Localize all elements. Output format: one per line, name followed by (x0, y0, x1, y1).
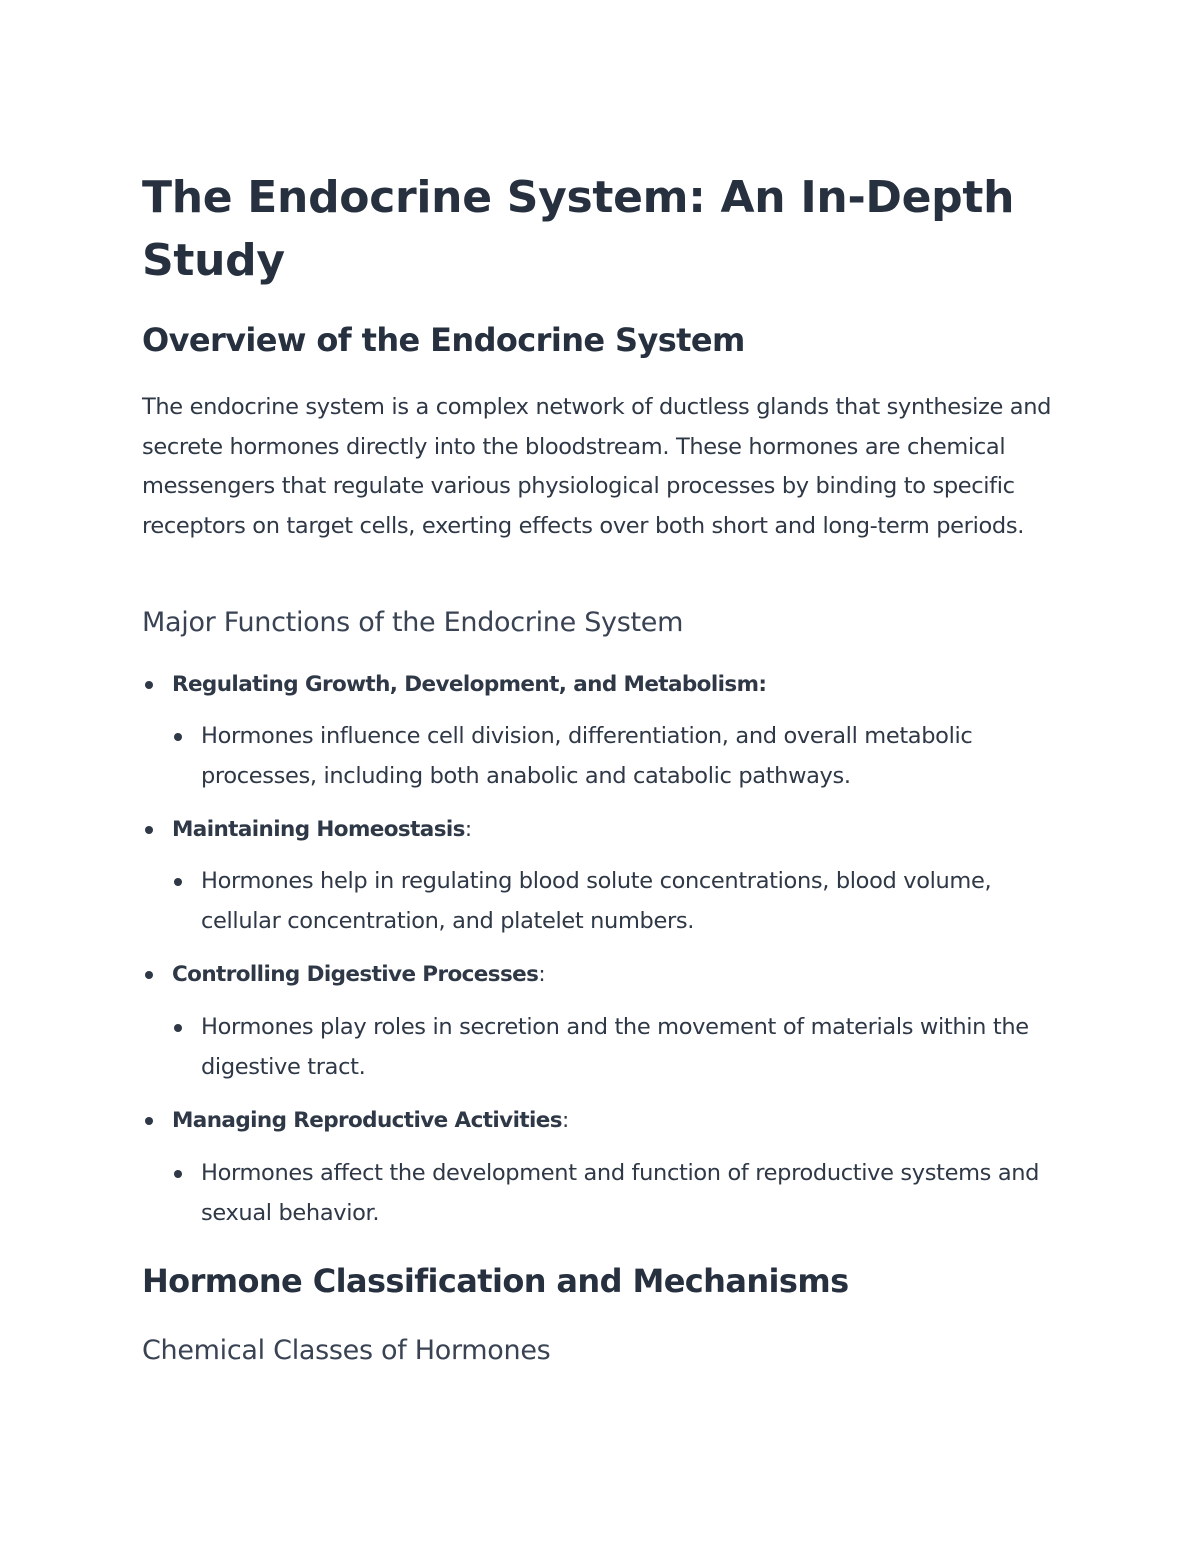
section-heading-overview: Overview of the Endocrine System (142, 321, 745, 359)
function-detail: Hormones help in regulating blood solute concentrations, blood volume, cellular concentration, and platelet numbers. (201, 868, 992, 934)
list-item-reproductive (172, 1101, 1062, 1141)
label-colon: : (538, 962, 545, 987)
subheading-major-functions: Major Functions of the Endocrine System (142, 607, 684, 638)
list-item-homeostasis (172, 810, 1062, 850)
overview-paragraph: The endocrine system is a complex network of ductless glands that synthesize and secrete hormones directly into the bloodstream. These hormones are chemical messengers that regulate various physiological processes by binding to specific receptors on target cells, exerting effects over both short and long-term periods. (142, 394, 1052, 539)
list-item-homeostasis-detail (201, 862, 1061, 941)
bullet-icon (174, 1024, 182, 1032)
bullet-icon (174, 1170, 182, 1178)
function-detail: Hormones play roles in secretion and the movement of materials within the digestive tract. (201, 1014, 1029, 1080)
bullet-icon (145, 681, 153, 689)
list-item-digestive (172, 955, 1062, 995)
bullet-icon (145, 826, 153, 834)
list-item-growth-detail (201, 717, 1061, 796)
function-detail: Hormones influence cell division, differentiation, and overall metabolic processes, including both anabolic and catabolic pathways. (201, 723, 973, 789)
function-label: Maintaining Homeostasis (172, 817, 465, 842)
bullet-icon (174, 733, 182, 741)
bullet-icon (145, 1117, 153, 1125)
label-colon: : (561, 1108, 569, 1133)
function-label: Regulating Growth, Development, and Metabolism: (172, 672, 767, 697)
bullet-icon (145, 971, 153, 979)
function-label: Managing Reproductive Activities (172, 1108, 562, 1133)
bullet-icon (174, 878, 182, 886)
list-item-growth (172, 665, 1062, 705)
function-label: Controlling Digestive Processes (172, 962, 539, 987)
section-heading-hormone-classification: Hormone Classification and Mechanisms (142, 1262, 849, 1300)
subheading-chemical-classes: Chemical Classes of Hormones (142, 1335, 551, 1366)
list-item-digestive-detail (201, 1008, 1061, 1087)
label-colon: : (464, 817, 472, 842)
function-detail: Hormones affect the development and function of reproductive systems and sexual behavior. (201, 1160, 1040, 1226)
document-title: The Endocrine System: An In-Depth Study (142, 172, 1015, 286)
list-item-reproductive-detail (201, 1154, 1061, 1233)
